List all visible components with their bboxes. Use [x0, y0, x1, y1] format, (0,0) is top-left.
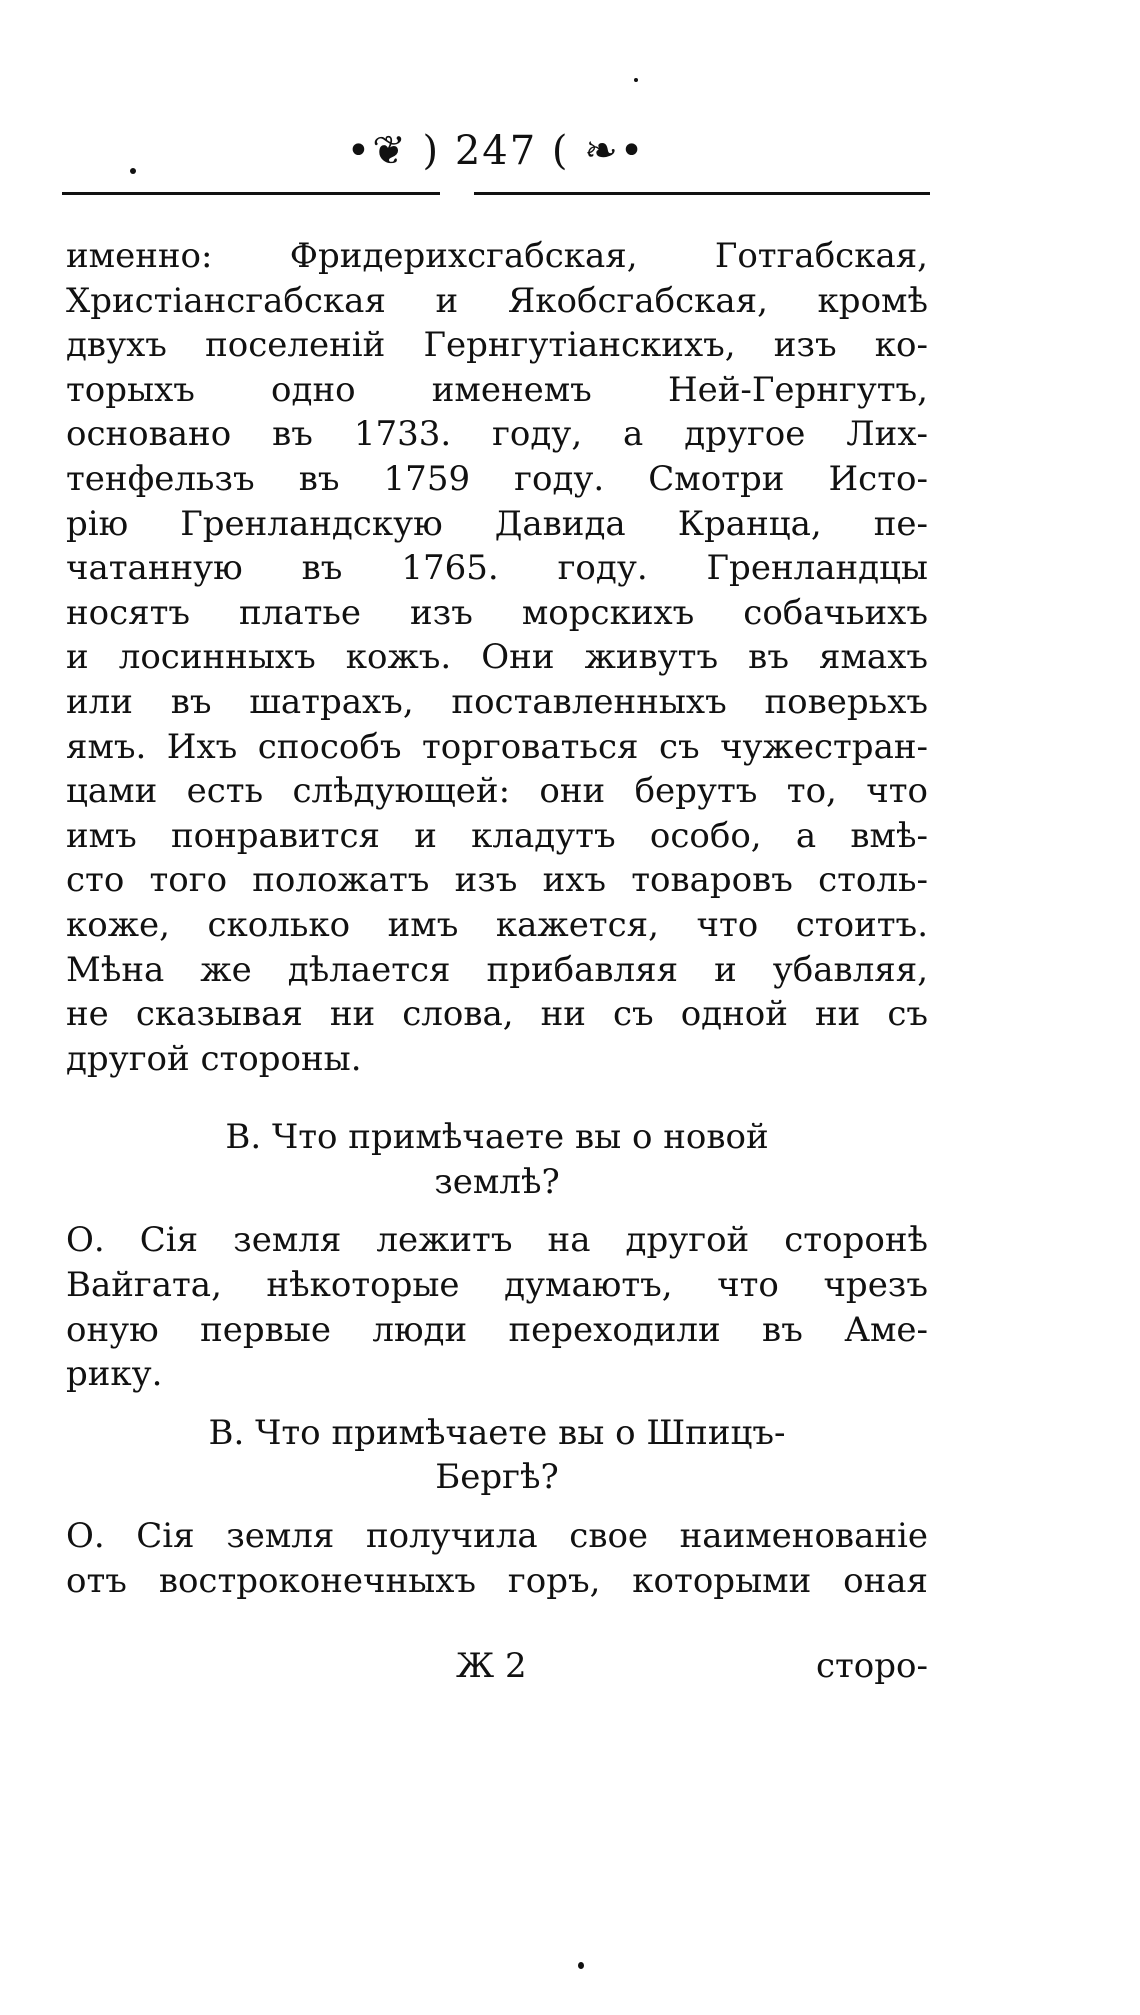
text-line: именно: Фридерихсгабская, Готгабская,	[66, 236, 928, 276]
text-line: рику.	[66, 1354, 163, 1395]
ink-speck	[634, 78, 638, 82]
catchword: сторо-	[815, 1646, 928, 1686]
answer-1	[66, 1218, 928, 1396]
text-line: О. Сія земля получила свое наименованіе	[66, 1516, 928, 1557]
text-line: Вайгата, нѣкоторые думаютъ, что чрезъ	[66, 1265, 928, 1306]
text-line: рію Гренландскую Давида Кранца, пе-	[66, 503, 928, 544]
text-line: или въ шатрахъ, поставленныхъ поверьхъ	[66, 681, 928, 722]
ink-speck	[130, 168, 136, 174]
question-1	[66, 1115, 928, 1204]
text-line: имъ понравится и кладутъ особо, а вмѣ-	[66, 815, 928, 856]
question-line: В. Что примѣчаете вы о новой	[225, 1117, 769, 1158]
text-line: двухъ поселеній Гернгутіанскихъ, изъ ко-	[66, 325, 928, 366]
text-line: основано въ 1733. году, а другое Лих-	[66, 414, 928, 455]
text-line: Христіансгабская и Якобсгабская, кромѣ	[66, 280, 928, 321]
page-header	[62, 118, 930, 188]
text-line: ямъ. Ихъ способъ торговаться съ чужестран-	[66, 726, 928, 767]
signature-mark: Ж 2	[456, 1646, 527, 1686]
question-line: Бергѣ?	[435, 1457, 559, 1498]
text-line: сто того положатъ изъ ихъ товаровъ столь-	[66, 860, 928, 901]
question-line: В. Что примѣчаете вы о Шпицъ-	[208, 1412, 786, 1453]
answer-2	[66, 1514, 928, 1603]
question-line: землѣ?	[434, 1161, 560, 1202]
text-line: другой стороны.	[66, 1038, 362, 1079]
question-2	[66, 1411, 928, 1500]
page-number: •❦ ) 247 ( ❧•	[346, 128, 646, 174]
paragraph-1	[66, 234, 928, 1081]
text-line: Мѣна же дѣлается прибавляя и убавляя,	[66, 949, 928, 990]
body-text	[66, 234, 928, 1603]
text-line: торыхъ одно именемъ Ней-Гернгутъ,	[66, 369, 928, 410]
header-rule-left	[62, 192, 440, 195]
text-line: не сказывая ни слова, ни съ одной ни съ	[66, 994, 928, 1035]
ink-speck	[578, 1962, 584, 1969]
text-line: носятъ платье изъ морскихъ собачьихъ	[66, 592, 928, 633]
text-line: цами есть слѣдующей: они берутъ то, что	[66, 771, 928, 812]
text-line: тенфельзъ въ 1759 году. Смотри Исто-	[66, 458, 928, 499]
text-line: чатанную въ 1765. году. Гренландцы	[66, 548, 928, 589]
text-line: коже, сколько имъ кажется, что стоитъ.	[66, 904, 928, 945]
text-line: и лосинныхъ кожъ. Они живутъ въ ямахъ	[66, 637, 928, 678]
text-line: отъ востроконечныхъ горъ, которыми оная	[66, 1560, 928, 1601]
text-line: оную первые люди переходили въ Аме-	[66, 1309, 928, 1350]
header-rule-right	[474, 192, 930, 195]
text-line: О. Сія земля лежитъ на другой сторонѣ	[66, 1220, 928, 1261]
